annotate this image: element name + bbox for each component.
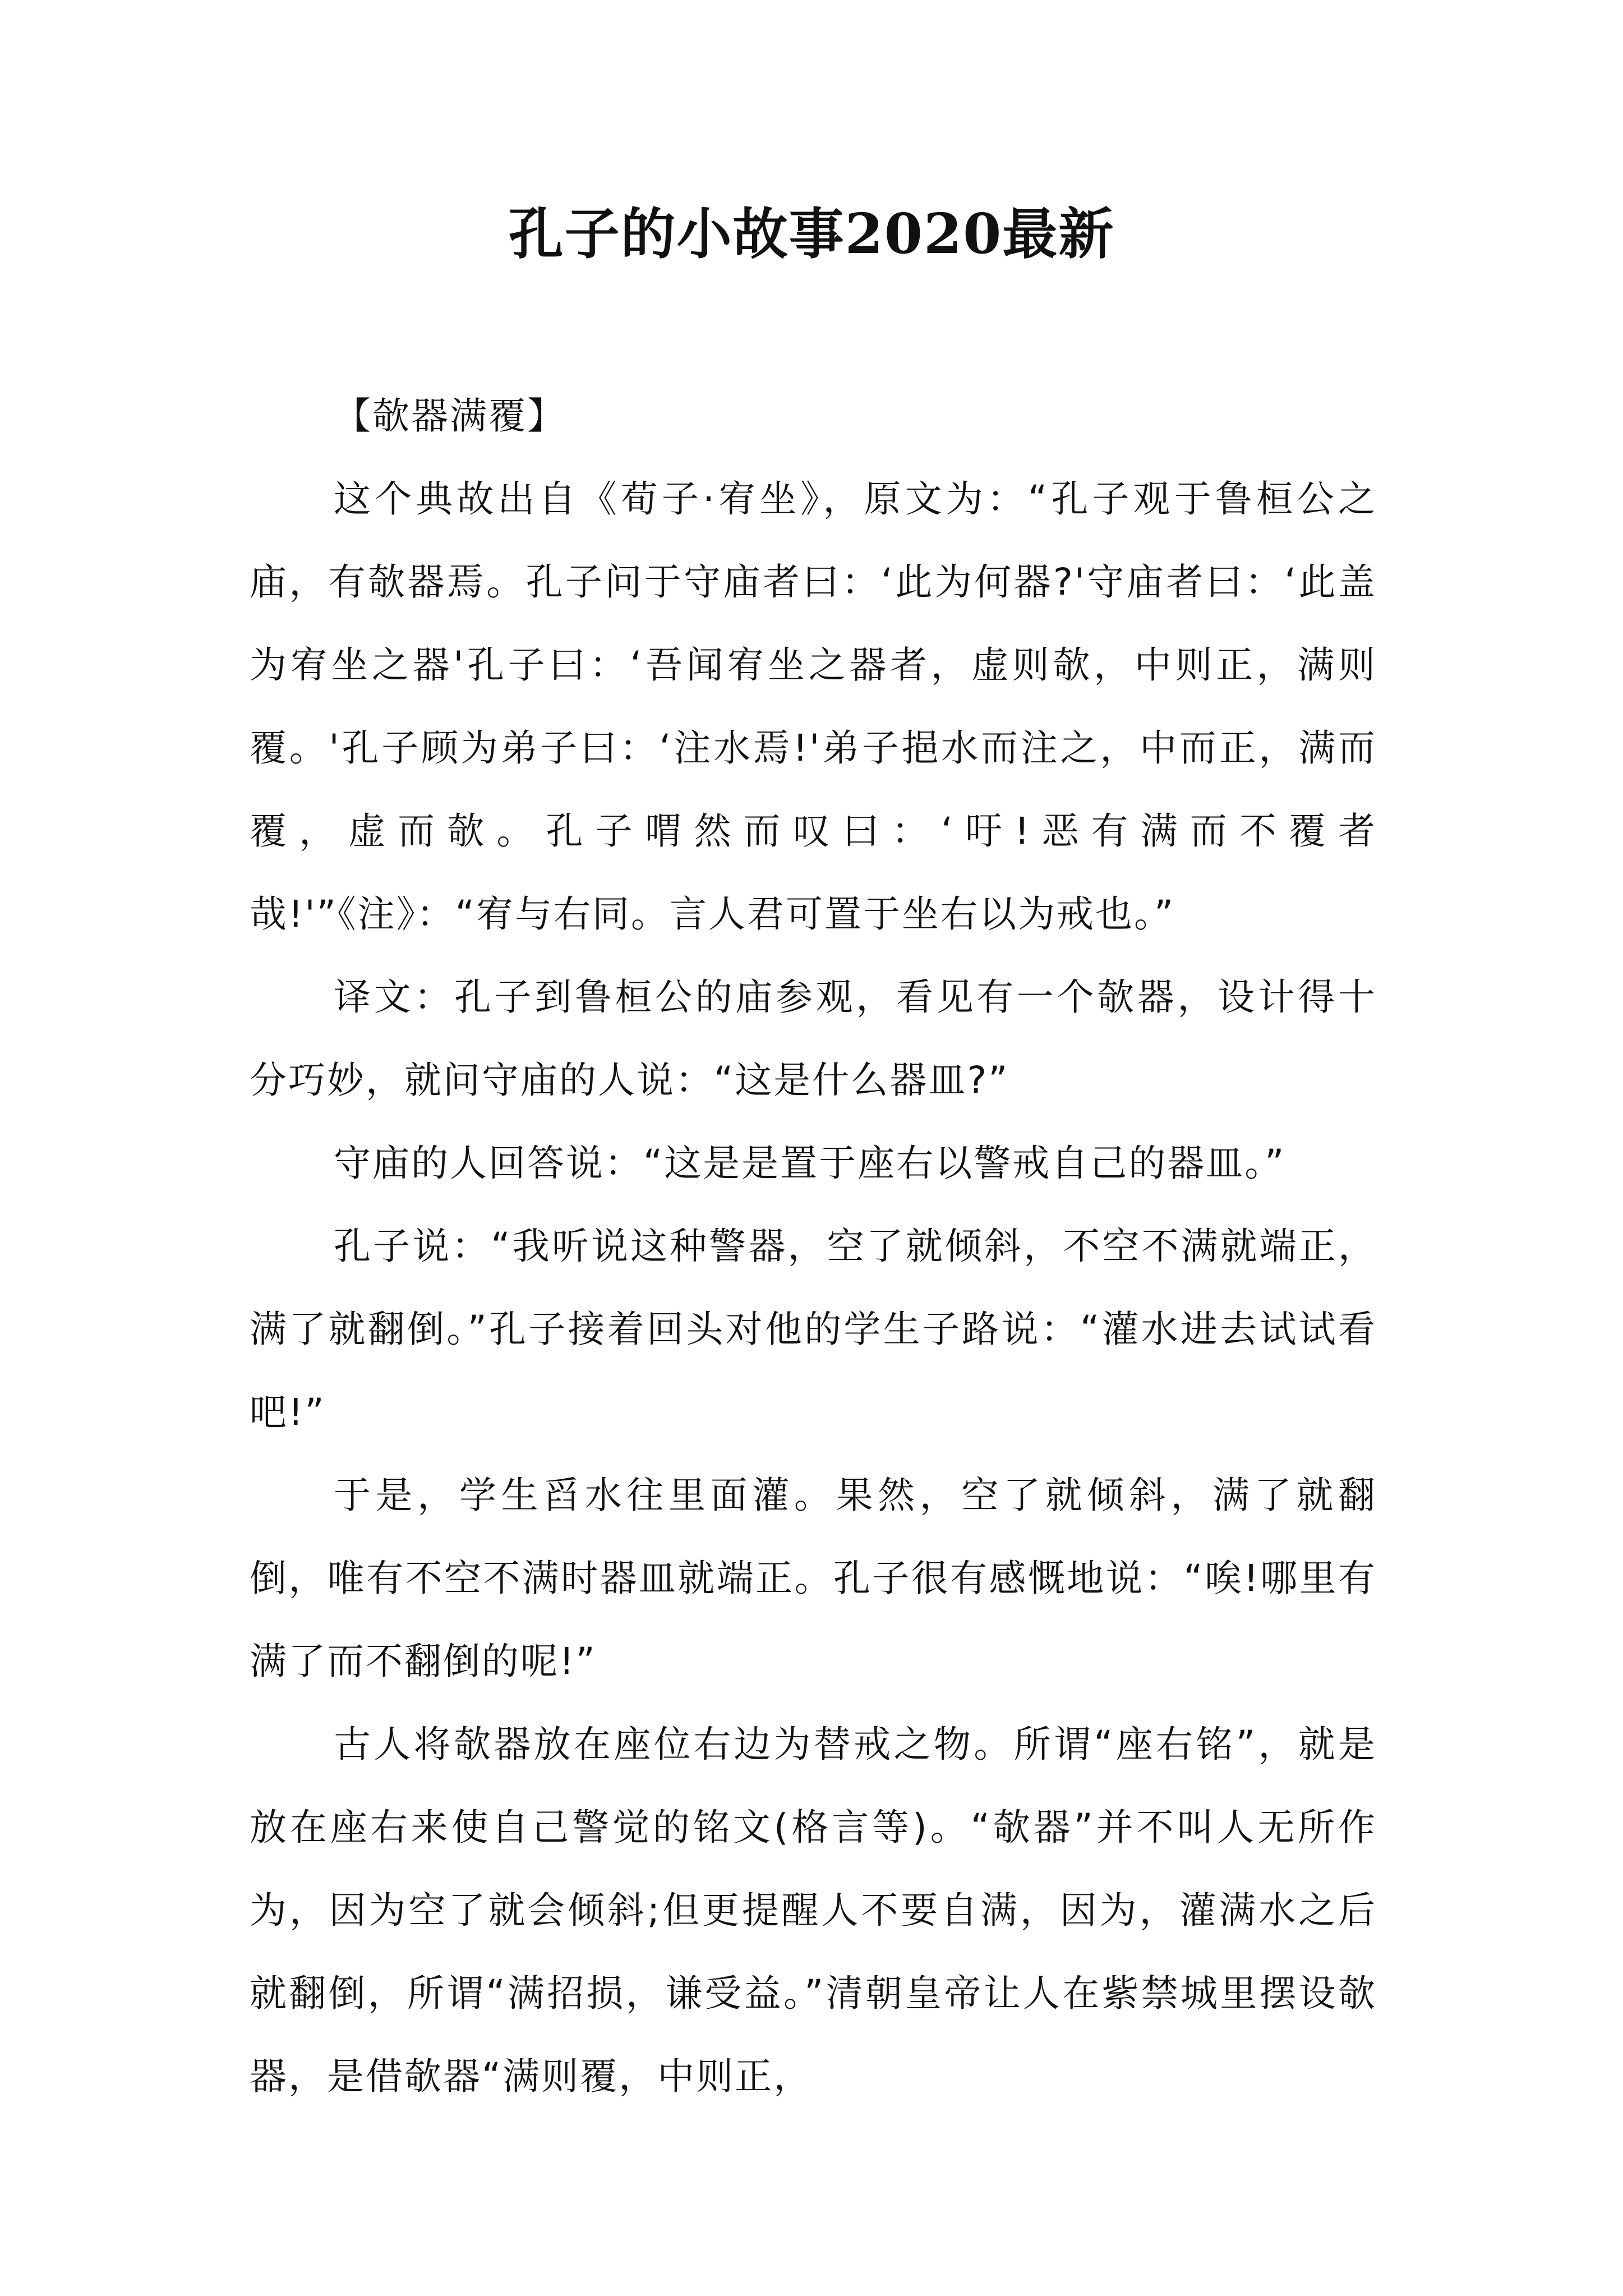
paragraph-translation: 译文：孔子到鲁桓公的庙参观，看见有一个欹器，设计得十分巧妙，就问守庙的人说：“这是什么器皿?” [250,976,1377,1102]
document-body [250,375,1377,2118]
section-heading: 【欹器满覆】 [334,394,566,438]
paragraph-student-pours-water: 于是，学生舀水往里面灌。果然，空了就倾斜，满了就翻倒，唯有不空不满时器皿就端正。孔子很有感慨地说：“唉!哪里有满了而不翻倒的呢!” [250,1474,1377,1683]
paragraph-confucius-says: 孔子说：“我听说这种警器，空了就倾斜，不空不满就端正，满了就翻倒。”孔子接着回头对他的学生子路说：“灌水进去试试看吧!” [250,1225,1377,1434]
paragraph-commentary: 古人将欹器放在座位右边为替戒之物。所谓“座右铭”，就是放在座右来使自己警觉的铭文(格言等)。“欹器”并不叫人无所作为，因为空了就会倾斜;但更提醒人不要自满，因为，灌满水之后就翻倒，所谓“满招损，谦受益。”清朝皇帝让人在紫禁城里摆设欹器，是借欹器“满则覆，中则正， [250,1723,1377,2098]
paragraph-original-text: 这个典故出自《荀子·宥坐》，原文为：“孔子观于鲁桓公之庙，有欹器焉。孔子问于守庙者曰：‘此为何器?'守庙者曰：‘此盖为宥坐之器'孔子曰：‘吾闻宥坐之器者，虚则欹，中则正，满则覆。'孔子顾为弟子曰：‘注水焉!'弟子挹水而注之，中而正，满而覆，虚而欹。孔子喟然而叹曰：‘吁!恶有满而不覆者哉!'”《注》：“宥与右同。言人君可置于坐右以为戒也。” [250,477,1377,936]
page-title: 孔子的小故事2020最新 [508,202,1115,266]
paragraph-temple-keeper-reply: 守庙的人回答说：“这是是置于座右以警戒自己的器皿。” [334,1142,1286,1185]
